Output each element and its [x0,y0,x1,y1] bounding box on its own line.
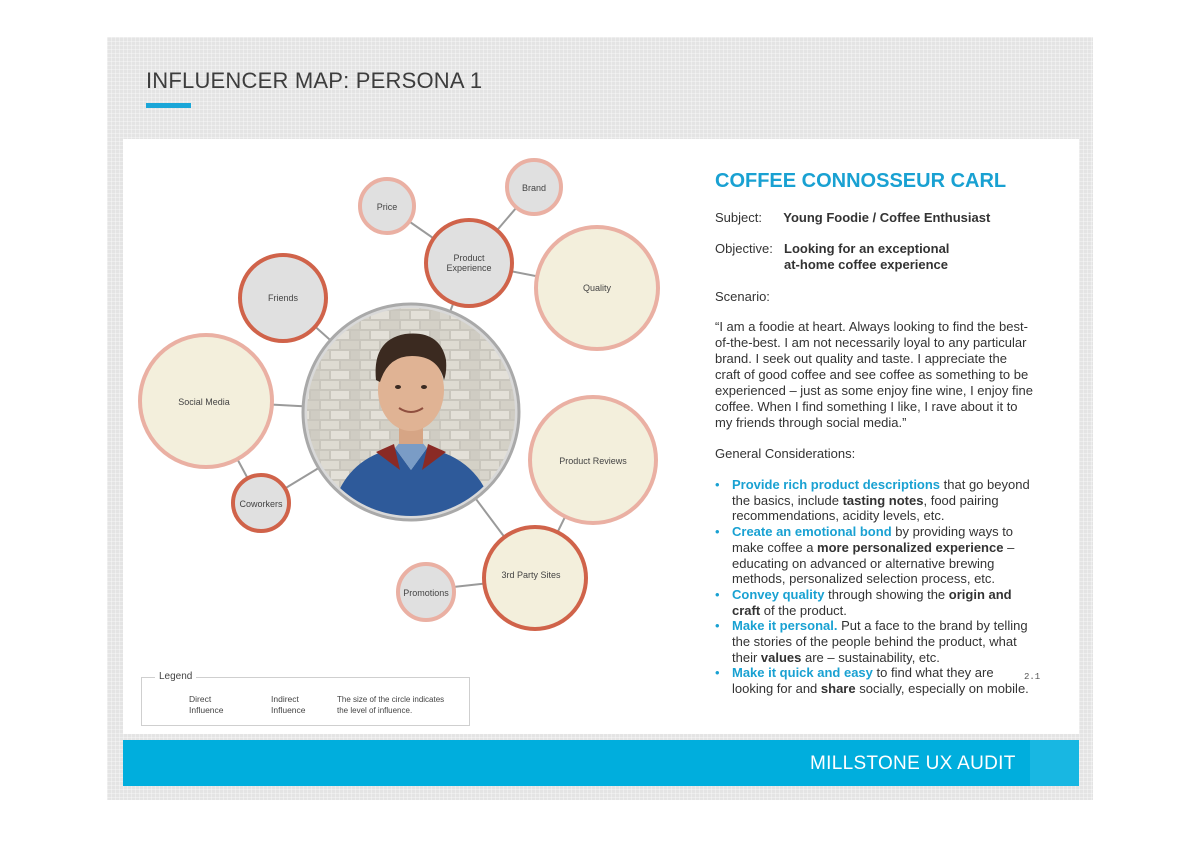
footer-accent-block [1030,740,1079,786]
subject-row [715,210,990,225]
page-number: 2.1 [1024,672,1041,682]
consideration-text: Make it quick and easy to find what they are looking for and share socially, especially on mobile. [732,665,1029,697]
legend-indirect-line1: Indirect [271,694,299,704]
legend-note-line1: The size of the circle indicates [337,695,445,704]
legend-direct-line1: Direct [189,694,212,704]
bullet-icon: • [715,586,720,602]
node-friends [240,255,326,341]
scenario-label: Scenario: [715,289,770,304]
consideration-item [715,524,1035,587]
node-label-quality: Quality [582,283,612,293]
node-label-friends: Friends [267,293,299,303]
subject-label: Subject: [715,210,762,225]
consideration-item [715,477,1035,524]
node-label-3rd-party-sites: 3rd Party Sites [501,570,561,580]
node-label-price: Price [376,202,398,212]
node-social-media [140,335,272,467]
node-quality [536,227,658,349]
consideration-text: Make it personal. Put a face to the brand by telling the stories of the people behind the product, what their values are – sustainability, etc. [732,618,1028,665]
node-product-experience [426,220,512,306]
persona-portrait [300,300,524,524]
objective-line2: at-home coffee experience [784,257,949,272]
legend-title: Legend [155,671,196,682]
node-label-product-reviews: Product Reviews [559,456,627,466]
node-label-social-media: Social Media [178,397,230,407]
legend-note [337,694,444,716]
page-title: INFLUENCER MAP: PERSONA 1 [146,68,483,93]
legend-direct-line2: Influence [189,705,224,715]
bullet-icon: • [715,618,720,634]
consideration-text: Provide rich product descriptions that go beyond the basics, include tasting notes, food pairing recommendations, acidity levels, etc. [732,477,1030,524]
node-product-reviews [530,397,656,523]
consideration-text: Create an emotional bond by providing ways to make coffee a more personalized experience – educating on advanced or alternative brewing methods, personalized selection process, etc. [732,524,1015,587]
bullet-icon: • [715,665,720,681]
node-label-coworkers: Coworkers [239,499,283,509]
node-label-product-experience-1: Product [453,253,485,263]
legend-direct-label [189,694,224,716]
considerations-label: General Considerations: [715,446,856,461]
consideration-item [715,587,1035,618]
persona-name: COFFEE CONNOSSEUR CARL [715,170,1007,192]
objective-label: Objective: [715,241,773,256]
node-promotions [398,564,454,620]
node-3rd-party-sites [484,527,586,629]
considerations-list [715,477,1035,697]
consideration-item [715,618,1035,665]
subject-value: Young Foodie / Coffee Enthusiast [783,210,991,225]
node-label-brand: Brand [521,183,547,193]
objective-value [784,241,984,273]
node-price [360,179,414,233]
scenario-quote: “I am a foodie at heart. Always looking to find the best-of-the-best. I am not necessarily loyal to any particular brand. I seek out quality and taste. I appreciate the craft of good coffee and see coffee as something to be experienced – just as some enjoy fine wine, I enjoy fine coffee. When I find something I like, I rave about it to my friends through social media.” [715,319,1033,430]
legend-indirect-label [271,694,306,716]
consideration-item [715,665,1035,696]
node-label-promotions: Promotions [403,588,449,598]
bullet-icon: • [715,524,720,540]
node-coworkers [233,475,289,531]
legend-indirect-line2: Influence [271,705,306,715]
node-label-product-experience-2: Experience [446,263,492,273]
footer-title: MILLSTONE UX AUDIT [810,753,1016,774]
objective-line1: Looking for an exceptional [784,241,950,256]
legend-note-line2: the level of influence. [337,706,413,715]
bullet-icon: • [715,477,720,492]
node-brand [507,160,561,214]
consideration-text: Convey quality through showing the origin and craft of the product. [732,586,1012,618]
